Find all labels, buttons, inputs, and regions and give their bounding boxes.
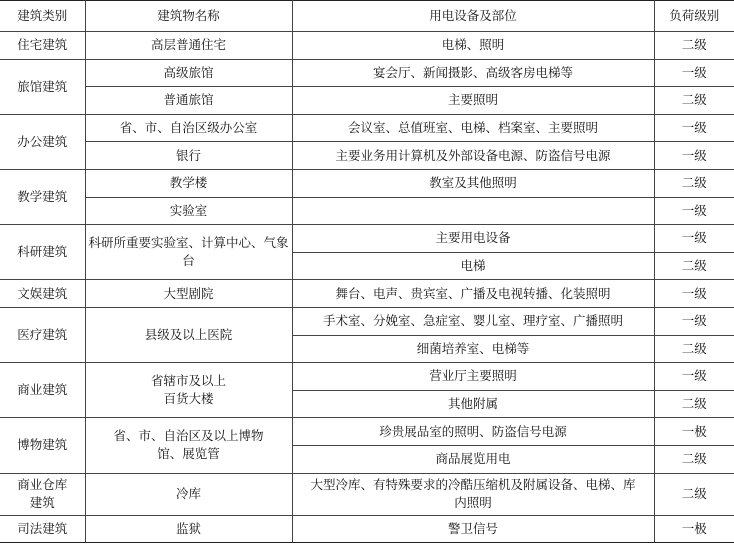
header-equipment-location: 用电设备及部位 bbox=[292, 1, 654, 32]
building-name-cell: 大型剧院 bbox=[85, 280, 292, 308]
building-name-cell: 省辖市及以上百货大楼 bbox=[85, 363, 292, 418]
equipment-cell: 警卫信号 bbox=[292, 515, 654, 543]
table-row bbox=[0, 169, 734, 197]
table-row bbox=[0, 363, 734, 391]
category-cell: 医疗建筑 bbox=[0, 307, 85, 362]
load-level-cell: 二级 bbox=[654, 87, 734, 115]
load-level-cell: 二级 bbox=[654, 335, 734, 363]
table-row bbox=[0, 114, 734, 142]
category-cell: 住宅建筑 bbox=[0, 32, 85, 60]
table-row bbox=[0, 225, 734, 253]
building-name-cell: 县级及以上医院 bbox=[85, 307, 292, 362]
equipment-cell: 舞台、电声、贵宾室、广播及电视转播、化装照明 bbox=[292, 280, 654, 308]
building-name-cell: 普通旅馆 bbox=[85, 87, 292, 115]
load-level-cell: 二级 bbox=[654, 473, 734, 515]
equipment-cell: 手术室、分娩室、急症室、婴儿室、理疗室、广播照明 bbox=[292, 307, 654, 335]
category-cell: 司法建筑 bbox=[0, 515, 85, 543]
building-name-cell: 教学楼 bbox=[85, 169, 292, 197]
category-cell: 博物建筑 bbox=[0, 418, 85, 473]
equipment-cell: 商品展览用电 bbox=[292, 445, 654, 473]
category-cell: 科研建筑 bbox=[0, 225, 85, 280]
building-name-cell: 省、市、自治区及以上博物馆、展览管 bbox=[85, 418, 292, 473]
equipment-cell: 大型冷库、有特殊要求的冷酷压缩机及附属设备、电梯、库内照明 bbox=[292, 473, 654, 515]
load-level-cell: 一极 bbox=[654, 515, 734, 543]
category-cell: 文娱建筑 bbox=[0, 280, 85, 308]
load-level-cell: 一级 bbox=[654, 114, 734, 142]
equipment-cell: 细菌培养室、电梯等 bbox=[292, 335, 654, 363]
load-level-cell: 一级 bbox=[654, 280, 734, 308]
equipment-cell: 电梯 bbox=[292, 252, 654, 280]
equipment-cell: 会议室、总值班室、电梯、档案室、主要照明 bbox=[292, 114, 654, 142]
table-row bbox=[0, 418, 734, 446]
category-cell: 办公建筑 bbox=[0, 114, 85, 169]
table-row bbox=[0, 142, 734, 170]
equipment-cell: 教室及其他照明 bbox=[292, 169, 654, 197]
load-level-cell: 一级 bbox=[654, 225, 734, 253]
building-name-cell: 银行 bbox=[85, 142, 292, 170]
building-name-cell: 监狱 bbox=[85, 515, 292, 543]
building-name-cell: 高级旅馆 bbox=[85, 59, 292, 87]
load-level-cell: 二级 bbox=[654, 252, 734, 280]
building-name-cell: 省、市、自治区级办公室 bbox=[85, 114, 292, 142]
table-row bbox=[0, 197, 734, 225]
table-row bbox=[0, 515, 734, 543]
load-level-cell: 二级 bbox=[654, 445, 734, 473]
load-level-cell: 一级 bbox=[654, 197, 734, 225]
load-level-cell: 一级 bbox=[654, 59, 734, 87]
category-cell: 商业建筑 bbox=[0, 363, 85, 418]
equipment-cell: 营业厅主要照明 bbox=[292, 363, 654, 391]
equipment-cell: 电梯、照明 bbox=[292, 32, 654, 60]
header-load-level: 负荷级别 bbox=[654, 1, 734, 32]
table-row bbox=[0, 280, 734, 308]
building-name-cell: 科研所重要实验室、计算中心、气象台 bbox=[85, 225, 292, 280]
building-name-cell: 冷库 bbox=[85, 473, 292, 515]
header-building-name: 建筑物名称 bbox=[85, 1, 292, 32]
table-row bbox=[0, 307, 734, 335]
load-level-cell: 二级 bbox=[654, 32, 734, 60]
equipment-cell: 珍贵展品室的照明、防盗信号电源 bbox=[292, 418, 654, 446]
category-cell: 商业仓库建筑 bbox=[0, 473, 85, 515]
equipment-cell: 主要业务用计算机及外部设备电源、防盗信号电源 bbox=[292, 142, 654, 170]
header-building-category: 建筑类别 bbox=[0, 1, 85, 32]
load-level-cell: 一级 bbox=[654, 142, 734, 170]
table-row bbox=[0, 87, 734, 115]
equipment-cell bbox=[292, 197, 654, 225]
building-name-cell: 高层普通住宅 bbox=[85, 32, 292, 60]
table-row bbox=[0, 32, 734, 60]
equipment-cell: 宴会厅、新闻摄影、高级客房电梯等 bbox=[292, 59, 654, 87]
load-level-cell: 一级 bbox=[654, 363, 734, 391]
equipment-cell: 主要用电设备 bbox=[292, 225, 654, 253]
category-cell: 教学建筑 bbox=[0, 169, 85, 224]
header-row bbox=[0, 1, 734, 32]
category-cell: 旅馆建筑 bbox=[0, 59, 85, 114]
load-level-cell: 一极 bbox=[654, 418, 734, 446]
load-level-cell: 一级 bbox=[654, 307, 734, 335]
building-name-cell: 实验室 bbox=[85, 197, 292, 225]
equipment-cell: 主要照明 bbox=[292, 87, 654, 115]
equipment-cell: 其他附属 bbox=[292, 390, 654, 418]
load-level-cell: 二级 bbox=[654, 390, 734, 418]
table-row bbox=[0, 59, 734, 87]
table-row bbox=[0, 473, 734, 515]
load-level-cell: 二级 bbox=[654, 169, 734, 197]
